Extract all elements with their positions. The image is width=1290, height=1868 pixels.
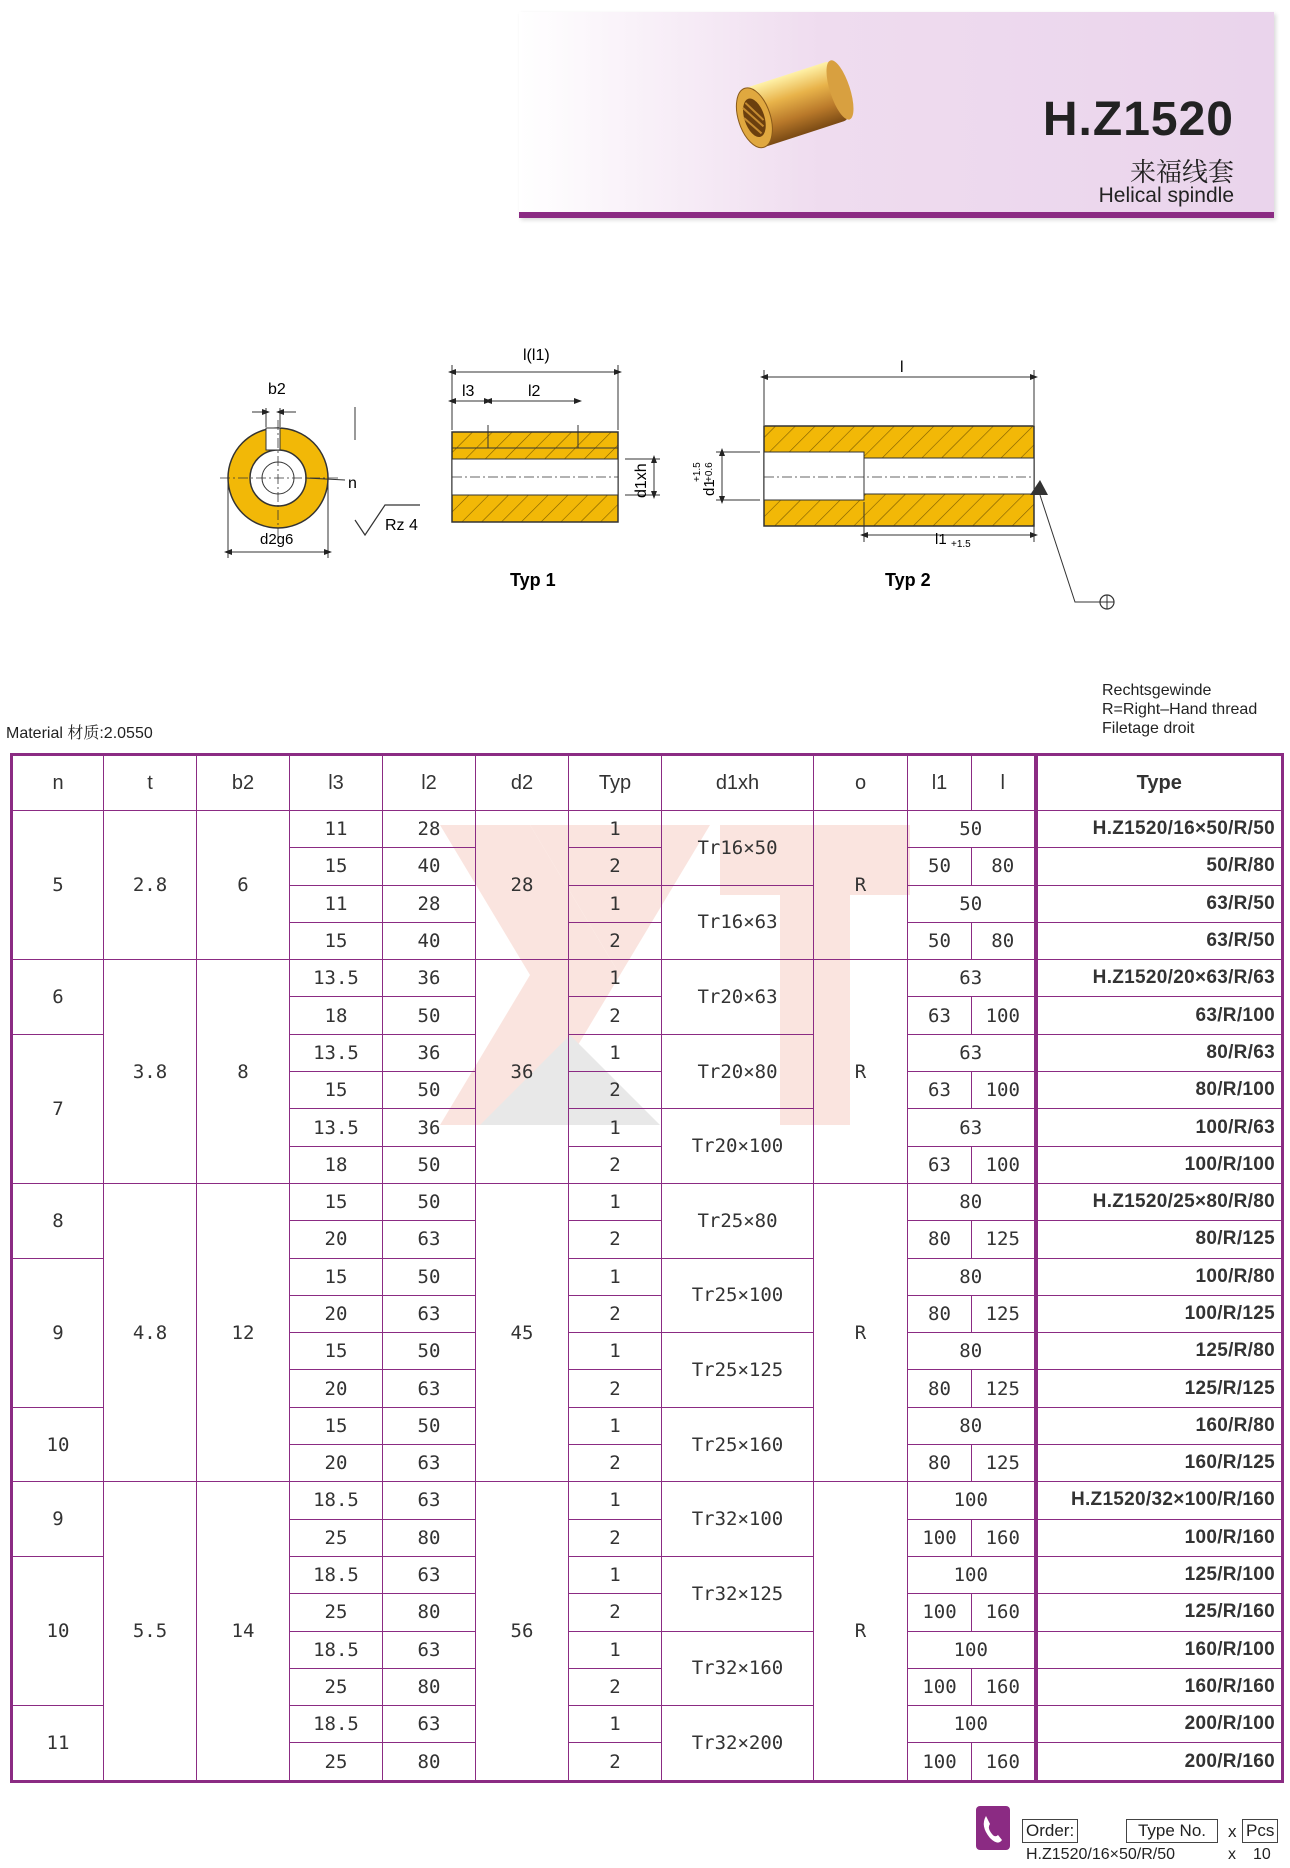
cell-l1: 80 (908, 1370, 972, 1407)
spindle-product-image (729, 52, 859, 162)
cell-l1: 100 (908, 1519, 972, 1556)
cell-l2: 28 (383, 885, 476, 922)
cell-l2: 50 (383, 1258, 476, 1295)
technical-drawing (0, 330, 1290, 630)
cell-type: 160/R/125 (1036, 1445, 1283, 1482)
column-header: d2 (476, 755, 569, 811)
cell-l1: 50 (908, 848, 972, 885)
cell-l3: 20 (290, 1370, 383, 1407)
cell-type: 100/R/125 (1036, 1295, 1283, 1332)
label-d1-tol-upper: +1.5 (692, 462, 703, 482)
cell-d1xh: Tr25×80 (662, 1183, 814, 1258)
cell-t: 2.8 (104, 811, 197, 960)
cell-type: 100/R/63 (1036, 1109, 1283, 1146)
cell-l2: 63 (383, 1706, 476, 1743)
cell-l3: 11 (290, 885, 383, 922)
column-header: n (12, 755, 104, 811)
cell-l2: 63 (383, 1445, 476, 1482)
label-l3: l3 (462, 383, 475, 400)
cell-l3: 18.5 (290, 1631, 383, 1668)
cell-l2: 63 (383, 1221, 476, 1258)
cell-d1xh: Tr32×100 (662, 1482, 814, 1557)
cell-type: 125/R/100 (1036, 1556, 1283, 1593)
cell-n: 7 (12, 1034, 104, 1183)
label-b2: b2 (268, 381, 286, 398)
cell-l3: 25 (290, 1594, 383, 1631)
type-no-label: Type No. (1126, 1819, 1218, 1843)
cell-typ: 2 (569, 997, 662, 1034)
cell-typ: 1 (569, 1258, 662, 1295)
cell-n: 10 (12, 1407, 104, 1482)
typ2-label: Typ 2 (885, 570, 931, 590)
cell-l3: 15 (290, 1407, 383, 1444)
cell-d1xh: Tr20×100 (662, 1109, 814, 1184)
cell-o: R (814, 1183, 908, 1481)
label-d2: d2g6 (260, 531, 294, 548)
cell-typ: 1 (569, 1183, 662, 1220)
column-header: Type (1036, 755, 1283, 811)
cell-typ: 2 (569, 1370, 662, 1407)
cell-l2: 63 (383, 1556, 476, 1593)
cell-l3: 18 (290, 997, 383, 1034)
cell-n: 9 (12, 1482, 104, 1557)
cell-typ: 2 (569, 1594, 662, 1631)
cell-type: 160/R/160 (1036, 1668, 1283, 1705)
product-name-cn: 来福线套 (1129, 157, 1234, 187)
cell-d1xh: Tr16×50 (662, 811, 814, 886)
cell-l2: 50 (383, 1333, 476, 1370)
cell-l3: 18.5 (290, 1556, 383, 1593)
cell-d1xh: Tr32×160 (662, 1631, 814, 1706)
cell-t: 4.8 (104, 1183, 197, 1481)
cell-l2: 28 (383, 811, 476, 848)
cell-n: 5 (12, 811, 104, 960)
cell-typ: 1 (569, 1109, 662, 1146)
cell-type: 200/R/100 (1036, 1706, 1283, 1743)
cell-l3: 13.5 (290, 1034, 383, 1071)
cell-l1: 80 (908, 1258, 1036, 1295)
cell-l1: 80 (908, 1295, 972, 1332)
cell-typ: 1 (569, 960, 662, 997)
phone-icon (974, 1804, 1012, 1854)
column-header: t (104, 755, 197, 811)
cell-type: 100/R/80 (1036, 1258, 1283, 1295)
label-l: l (900, 359, 904, 376)
order-area (960, 1804, 1280, 1864)
cell-o: R (814, 1482, 908, 1781)
cell-type: 80/R/125 (1036, 1221, 1283, 1258)
cell-type: 63/R/50 (1036, 922, 1283, 959)
cell-l2: 36 (383, 960, 476, 997)
cell-n: 8 (12, 1183, 104, 1258)
cell-d1xh: Tr16×63 (662, 885, 814, 960)
cell-b2: 8 (197, 960, 290, 1184)
cell-type: 80/R/63 (1036, 1034, 1283, 1071)
cell-type: 125/R/125 (1036, 1370, 1283, 1407)
cell-typ: 1 (569, 1556, 662, 1593)
header-banner (519, 12, 1274, 218)
cell-l: 125 (972, 1221, 1036, 1258)
label-l2: l2 (528, 383, 541, 400)
cell-l: 100 (972, 1146, 1036, 1183)
cell-type: 125/R/160 (1036, 1594, 1283, 1631)
multiply-sign: x (1228, 1846, 1236, 1863)
cell-l1: 80 (908, 1183, 1036, 1220)
cell-type: H.Z1520/16×50/R/50 (1036, 811, 1283, 848)
cell-l: 125 (972, 1295, 1036, 1332)
column-header: l1 (908, 755, 972, 811)
cell-typ: 2 (569, 922, 662, 959)
cell-type: H.Z1520/32×100/R/160 (1036, 1482, 1283, 1519)
cell-n: 6 (12, 960, 104, 1035)
cell-l3: 20 (290, 1221, 383, 1258)
cell-d1xh: Tr20×80 (662, 1034, 814, 1109)
cell-l1: 63 (908, 997, 972, 1034)
cell-l2: 80 (383, 1519, 476, 1556)
cell-l3: 15 (290, 922, 383, 959)
cell-l1: 63 (908, 1109, 1036, 1146)
cell-l2: 50 (383, 1146, 476, 1183)
cell-l2: 80 (383, 1743, 476, 1781)
cell-type: 63/R/50 (1036, 885, 1283, 922)
cell-typ: 2 (569, 1221, 662, 1258)
cell-d1xh: Tr20×63 (662, 960, 814, 1035)
cell-l2: 50 (383, 1183, 476, 1220)
cell-type: 50/R/80 (1036, 848, 1283, 885)
cell-l: 125 (972, 1445, 1036, 1482)
cell-l1: 80 (908, 1407, 1036, 1444)
cell-l: 80 (972, 848, 1036, 885)
cell-l3: 15 (290, 1333, 383, 1370)
cell-typ: 1 (569, 1333, 662, 1370)
label-rz: Rz 4 (385, 517, 418, 534)
cell-l2: 36 (383, 1034, 476, 1071)
cell-typ: 1 (569, 1482, 662, 1519)
spec-table (10, 753, 1284, 1783)
product-code: H.Z1520 (1042, 93, 1234, 146)
cell-d1xh: Tr25×100 (662, 1258, 814, 1333)
thread-note-line: Filetage droit (1102, 720, 1195, 737)
cell-t: 3.8 (104, 960, 197, 1184)
label-l1-tol-val: +1.5 (951, 539, 971, 550)
cell-d1xh: Tr25×160 (662, 1407, 814, 1482)
cell-l2: 50 (383, 1072, 476, 1109)
table-row (12, 1482, 1283, 1519)
thread-note-line: R=Right–Hand thread (1102, 701, 1258, 718)
cell-typ: 2 (569, 1519, 662, 1556)
order-label: Order: (1022, 1819, 1078, 1843)
column-header: b2 (197, 755, 290, 811)
table-header-row (12, 755, 1283, 811)
cell-type: 100/R/100 (1036, 1146, 1283, 1183)
cell-type: 160/R/100 (1036, 1631, 1283, 1668)
cell-d2: 45 (476, 1183, 569, 1481)
cell-n: 11 (12, 1706, 104, 1782)
label-d1-tol-lower: +0.6 (704, 462, 715, 482)
cell-d1xh: Tr32×125 (662, 1556, 814, 1631)
cell-d1xh: Tr32×200 (662, 1706, 814, 1782)
label-l-l1: l(l1) (523, 347, 550, 364)
cell-typ: 2 (569, 1072, 662, 1109)
cell-l1: 80 (908, 1333, 1036, 1370)
column-header: l3 (290, 755, 383, 811)
cell-l3: 25 (290, 1519, 383, 1556)
cell-b2: 6 (197, 811, 290, 960)
cell-l1: 50 (908, 885, 1036, 922)
cell-l2: 50 (383, 1407, 476, 1444)
cell-l3: 20 (290, 1295, 383, 1332)
cell-l2: 63 (383, 1482, 476, 1519)
multiply-sign: x (1228, 1822, 1237, 1841)
cell-l3: 25 (290, 1743, 383, 1781)
cell-l: 125 (972, 1370, 1036, 1407)
cell-l1: 100 (908, 1631, 1036, 1668)
cell-type: 63/R/100 (1036, 997, 1283, 1034)
order-qty: 10 (1253, 1846, 1271, 1863)
cell-l3: 25 (290, 1668, 383, 1705)
cell-b2: 14 (197, 1482, 290, 1781)
cell-d2: 56 (476, 1482, 569, 1781)
cell-o: R (814, 811, 908, 960)
cell-l2: 80 (383, 1594, 476, 1631)
cell-l3: 18 (290, 1146, 383, 1183)
cell-l1: 100 (908, 1594, 972, 1631)
cell-l1: 100 (908, 1556, 1036, 1593)
cell-l1: 50 (908, 811, 1036, 848)
cell-typ: 1 (569, 1034, 662, 1071)
cell-l2: 63 (383, 1631, 476, 1668)
cell-l3: 13.5 (290, 960, 383, 997)
cell-l: 160 (972, 1743, 1036, 1781)
typ1-label: Typ 1 (510, 570, 556, 590)
product-name-en: Helical spindle (1098, 184, 1234, 207)
column-header: l (972, 755, 1036, 811)
cell-l: 100 (972, 1072, 1036, 1109)
cell-type: 200/R/160 (1036, 1743, 1283, 1781)
label-l1-tol: l1 (935, 531, 947, 548)
label-d1xh: d1xh (633, 463, 650, 498)
cell-l1: 63 (908, 1034, 1036, 1071)
cell-l: 160 (972, 1519, 1036, 1556)
cell-l3: 13.5 (290, 1109, 383, 1146)
cell-l3: 20 (290, 1445, 383, 1482)
table-row (12, 811, 1283, 848)
cell-typ: 2 (569, 1668, 662, 1705)
cell-l: 80 (972, 922, 1036, 959)
cell-typ: 1 (569, 1407, 662, 1444)
cell-n: 9 (12, 1258, 104, 1407)
column-header: l2 (383, 755, 476, 811)
cell-d2: 28 (476, 811, 569, 960)
cell-l1: 100 (908, 1668, 972, 1705)
cell-o: R (814, 960, 908, 1184)
thread-note (1102, 681, 1257, 738)
cell-typ: 2 (569, 1743, 662, 1781)
cell-type: H.Z1520/20×63/R/63 (1036, 960, 1283, 997)
cell-l2: 63 (383, 1370, 476, 1407)
cell-t: 5.5 (104, 1482, 197, 1781)
order-example: H.Z1520/16×50/R/50 (1026, 1846, 1175, 1863)
cell-l1: 80 (908, 1445, 972, 1482)
cell-typ: 2 (569, 1295, 662, 1332)
thread-note-line: Rechtsgewinde (1102, 682, 1212, 699)
pcs-label: Pcs (1242, 1819, 1278, 1843)
cell-l1: 100 (908, 1482, 1036, 1519)
cell-l2: 80 (383, 1668, 476, 1705)
cell-l3: 15 (290, 848, 383, 885)
table-row (12, 960, 1283, 997)
column-header: o (814, 755, 908, 811)
cell-l3: 11 (290, 811, 383, 848)
cell-typ: 1 (569, 885, 662, 922)
column-header: Typ (569, 755, 662, 811)
column-header: d1xh (662, 755, 814, 811)
typ1-side-view (452, 365, 660, 522)
cell-l2: 40 (383, 848, 476, 885)
cell-d2: 36 (476, 960, 569, 1184)
front-view (220, 407, 420, 558)
cell-l1: 63 (908, 1072, 972, 1109)
cell-l2: 40 (383, 922, 476, 959)
cell-l: 100 (972, 997, 1036, 1034)
cell-l3: 15 (290, 1258, 383, 1295)
cell-l1: 100 (908, 1743, 972, 1781)
cell-typ: 2 (569, 848, 662, 885)
cell-d1xh: Tr25×125 (662, 1333, 814, 1408)
cell-typ: 1 (569, 1631, 662, 1668)
cell-l2: 50 (383, 997, 476, 1034)
cell-l2: 36 (383, 1109, 476, 1146)
cell-l3: 15 (290, 1183, 383, 1220)
cell-typ: 2 (569, 1445, 662, 1482)
cell-typ: 1 (569, 1706, 662, 1743)
cell-l3: 18.5 (290, 1482, 383, 1519)
cell-l1: 50 (908, 922, 972, 959)
cell-type: 80/R/100 (1036, 1072, 1283, 1109)
cell-l1: 63 (908, 960, 1036, 997)
label-d1-tol: d1 (701, 479, 718, 496)
cell-typ: 1 (569, 811, 662, 848)
cell-l: 160 (972, 1594, 1036, 1631)
cell-type: H.Z1520/25×80/R/80 (1036, 1183, 1283, 1220)
table-row (12, 1183, 1283, 1220)
cell-type: 160/R/80 (1036, 1407, 1283, 1444)
cell-type: 125/R/80 (1036, 1333, 1283, 1370)
table-body (12, 811, 1283, 1782)
cell-l: 160 (972, 1668, 1036, 1705)
cell-l3: 18.5 (290, 1706, 383, 1743)
cell-l1: 80 (908, 1221, 972, 1258)
cell-type: 100/R/160 (1036, 1519, 1283, 1556)
label-n: n (348, 475, 357, 492)
cell-typ: 2 (569, 1146, 662, 1183)
cell-l1: 63 (908, 1146, 972, 1183)
cell-n: 10 (12, 1556, 104, 1705)
cell-l3: 15 (290, 1072, 383, 1109)
cell-b2: 12 (197, 1183, 290, 1481)
cell-l2: 63 (383, 1295, 476, 1332)
cell-l1: 100 (908, 1706, 1036, 1743)
material-label: Material 材质:2.0550 (6, 725, 153, 742)
